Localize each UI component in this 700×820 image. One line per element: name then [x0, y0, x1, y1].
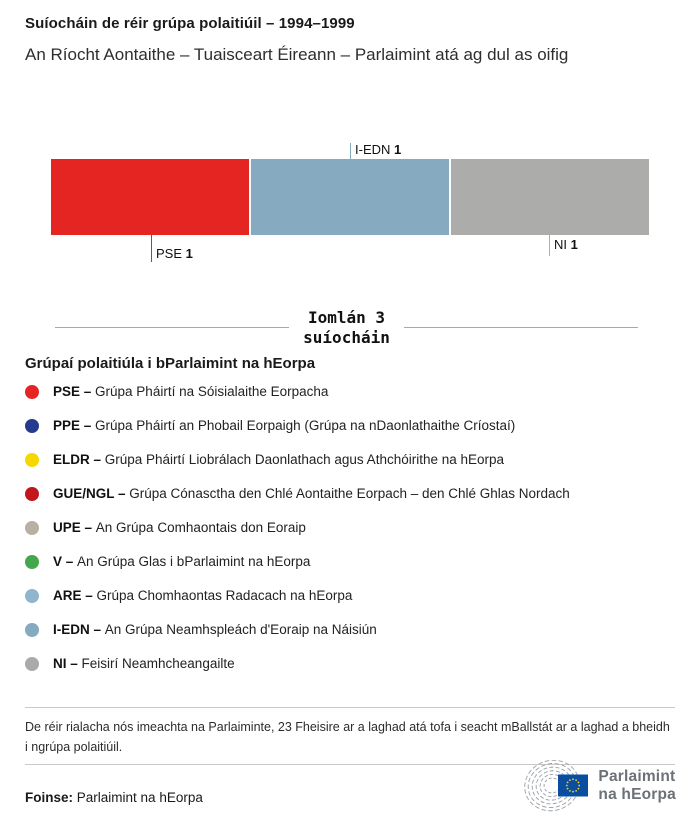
legend-dot-icon: [25, 419, 39, 433]
legend-item-text: PSE – Grúpa Pháirtí na Sóisialaithe Eorpacha: [53, 384, 329, 400]
legend-dot-icon: [25, 385, 39, 399]
logo-line1: Parlaimint: [598, 768, 676, 786]
legend-item-text: ELDR – Grúpa Pháirtí Liobrálach Daonlathach agus Athchóirithe na hEorpa: [53, 452, 505, 468]
tick-ni: [549, 235, 550, 256]
page-subtitle: An Ríocht Aontaithe – Tuaisceart Éireann – Parlaimint atá ag dul as oifig: [25, 44, 569, 64]
legend-item-text: PPE – Grúpa Pháirtí an Phobail Eorpaigh (Grúpa na nDaonlathaithe Críostaí): [53, 418, 516, 434]
legend-dot-icon: [25, 555, 39, 569]
legend-item: [25, 511, 675, 545]
legend-dot-icon: [25, 487, 39, 501]
legend-item-text: ARE – Grúpa Chomhaontas Radacach na hEorpa: [53, 588, 353, 604]
legend-item: [25, 375, 675, 409]
legend-heading: Grúpaí polaitiúla i bParlaimint na hEorpa: [25, 354, 316, 372]
source-label: Foinse:: [25, 790, 74, 805]
legend-dot-icon: [25, 589, 39, 603]
european-parliament-logo: [524, 760, 676, 812]
header: [0, 0, 700, 66]
seat-chart: [0, 66, 700, 294]
total-rule-right: [404, 327, 638, 328]
total-rule-left: [55, 327, 289, 328]
logo-line2: na hEorpa: [598, 786, 676, 803]
source-line: [25, 790, 203, 805]
logo-text: [598, 768, 676, 804]
legend-dot-icon: [25, 657, 39, 671]
bar-label-pse: PSE 1: [156, 245, 193, 261]
legend-item-text: V – An Grúpa Glas i bParlaimint na hEorpa: [53, 554, 311, 570]
legend-item: [25, 647, 675, 681]
bar-segment-ni: [451, 159, 649, 235]
legend-dot-icon: [25, 521, 39, 535]
tick-i-edn: [350, 143, 351, 159]
legend-item-text: NI – Feisirí Neamhcheangailte: [53, 656, 235, 672]
legend-list: [25, 375, 675, 681]
legend-item: [25, 613, 675, 647]
footnote-text: De réir rialacha nós imeachta na Parlaiminte, 23 Fheisire ar a laghad atá tofa i seacht mBallstát ar a laghad a bheidh i ngrúpa polaitiúil.: [25, 719, 670, 754]
legend-item: [25, 545, 675, 579]
bar-label-i-edn: I-EDN 1: [355, 141, 402, 157]
legend-dot-icon: [25, 623, 39, 637]
bottom-bar: [0, 758, 700, 820]
legend-item: [25, 477, 675, 511]
source-value: Parlaimint na hEorpa: [76, 790, 203, 805]
legend-item-text: I-EDN – An Grúpa Neamhspleách d'Eoraip na Náisiún: [53, 622, 377, 638]
footnote-box: [25, 707, 675, 765]
total-line1: Iomlán 3: [307, 307, 386, 327]
legend-dot-icon: [25, 453, 39, 467]
tick-pse: [151, 235, 152, 262]
page-title: Suíocháin de réir grúpa polaitiúil – 1994–1999: [25, 15, 355, 32]
total-seats-label: [289, 308, 404, 348]
legend-item: [25, 443, 675, 477]
total-line2: suíocháin: [303, 327, 390, 347]
legend-item-text: UPE – An Grúpa Comhaontais don Eoraip: [53, 520, 306, 536]
bar-segment-i-edn: [251, 159, 451, 235]
bar-segment-pse: [51, 159, 251, 235]
total-row: [55, 308, 638, 348]
legend-item: [25, 409, 675, 443]
legend-item: [25, 579, 675, 613]
seat-bar: [51, 159, 649, 235]
bar-label-ni: NI 1: [554, 236, 578, 252]
hemicycle-eu-flag-icon: [524, 760, 590, 812]
legend-item-text: GUE/NGL – Grúpa Cónasctha den Chlé Aontaithe Eorpach – den Chlé Ghlas Nordach: [53, 486, 570, 502]
